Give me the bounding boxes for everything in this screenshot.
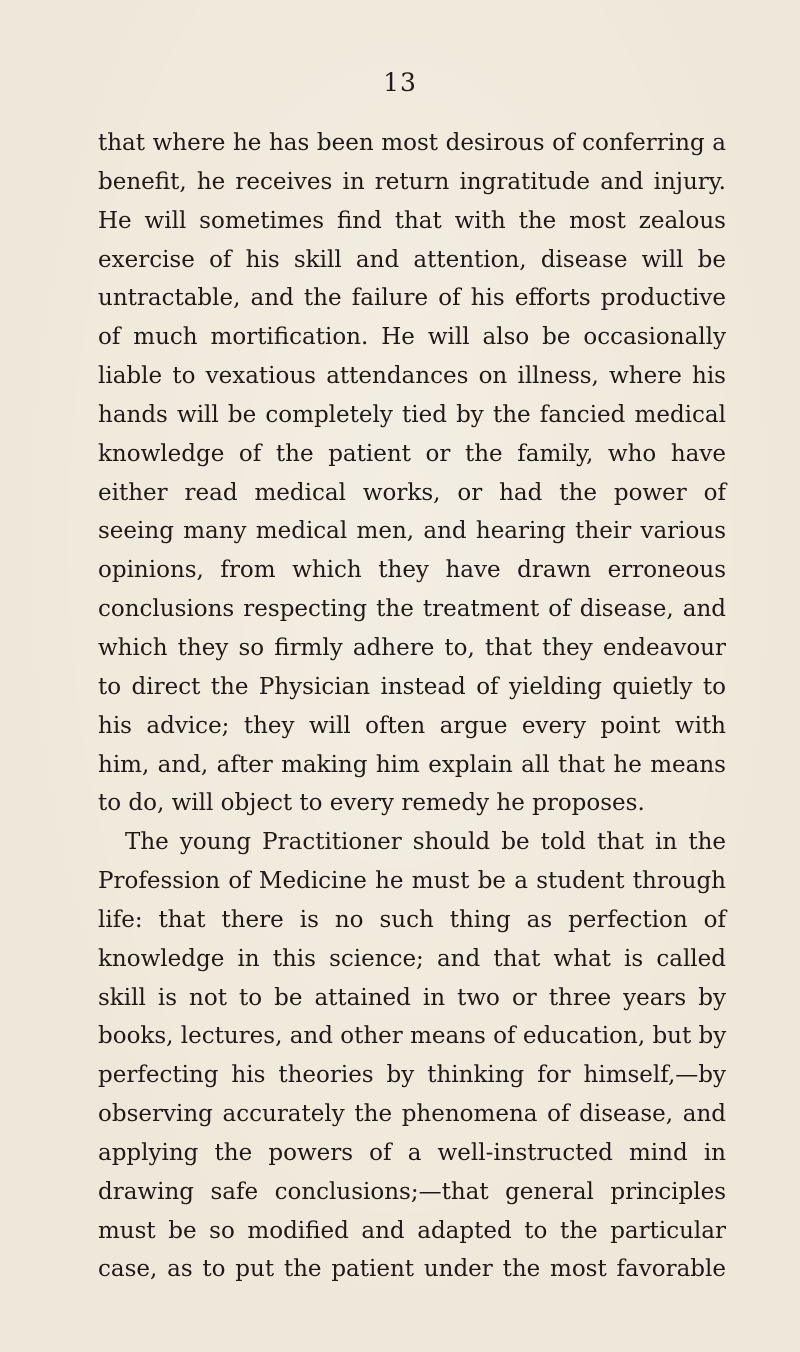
text-line: drawing safe conclusions;—that general principles [98,1178,726,1205]
text-line: case, as to put the patient under the most favorable [98,1256,726,1283]
text-line: to direct the Physician instead of yielding quietly to [98,673,726,700]
page-number: 13 [383,68,417,97]
text-line: must be so modified and adapted to the particular [98,1217,726,1244]
text-line: conclusions respecting the treatment of disease, and [98,596,726,623]
text-line: benefit, he receives in return ingratitude and injury. [98,168,726,195]
text-line: skill is not to be attained in two or three years by [98,984,726,1011]
text-line: He will sometimes find that with the most zealous [98,207,726,234]
text-line: untractable, and the failure of his efforts productive [98,285,726,312]
text-line: exercise of his skill and attention, disease will be [98,246,726,273]
text-line: applying the powers of a well-instructed mind in [98,1139,726,1166]
text-line: knowledge of the patient or the family, who have [98,440,726,467]
body-text [98,124,726,1289]
text-line: liable to vexatious attendances on illness, where his [98,363,726,390]
text-line: to do, will object to every remedy he proposes. [98,790,645,817]
text-line: perfecting his theories by thinking for himself,—by [98,1062,726,1089]
text-line: either read medical works, or had the power of [98,479,726,506]
text-line: his advice; they will often argue every point with [98,712,726,739]
text-line: The young Practitioner should be told that in the [125,829,726,856]
text-line: seeing many medical men, and hearing their various [98,518,726,545]
text-line: of much mortification. He will also be occasionally [98,324,726,351]
text-line: knowledge in this science; and that what is called [98,945,726,972]
text-line: books, lectures, and other means of education, but by [98,1023,727,1050]
text-line: that where he has been most desirous of conferring a [98,130,726,156]
text-line: which they so firmly adhere to, that they endeavour [98,634,726,661]
text-line: Profession of Medicine he must be a student through [98,868,726,895]
text-line: opinions, from which they have drawn erroneous [98,557,726,584]
text-line: him, and, after making him explain all that he means [98,751,726,778]
text-line: hands will be completely tied by the fancied medical [98,401,726,428]
text-line: observing accurately the phenomena of disease, and [98,1101,726,1128]
text-line: life: that there is no such thing as perfection of [98,906,726,933]
